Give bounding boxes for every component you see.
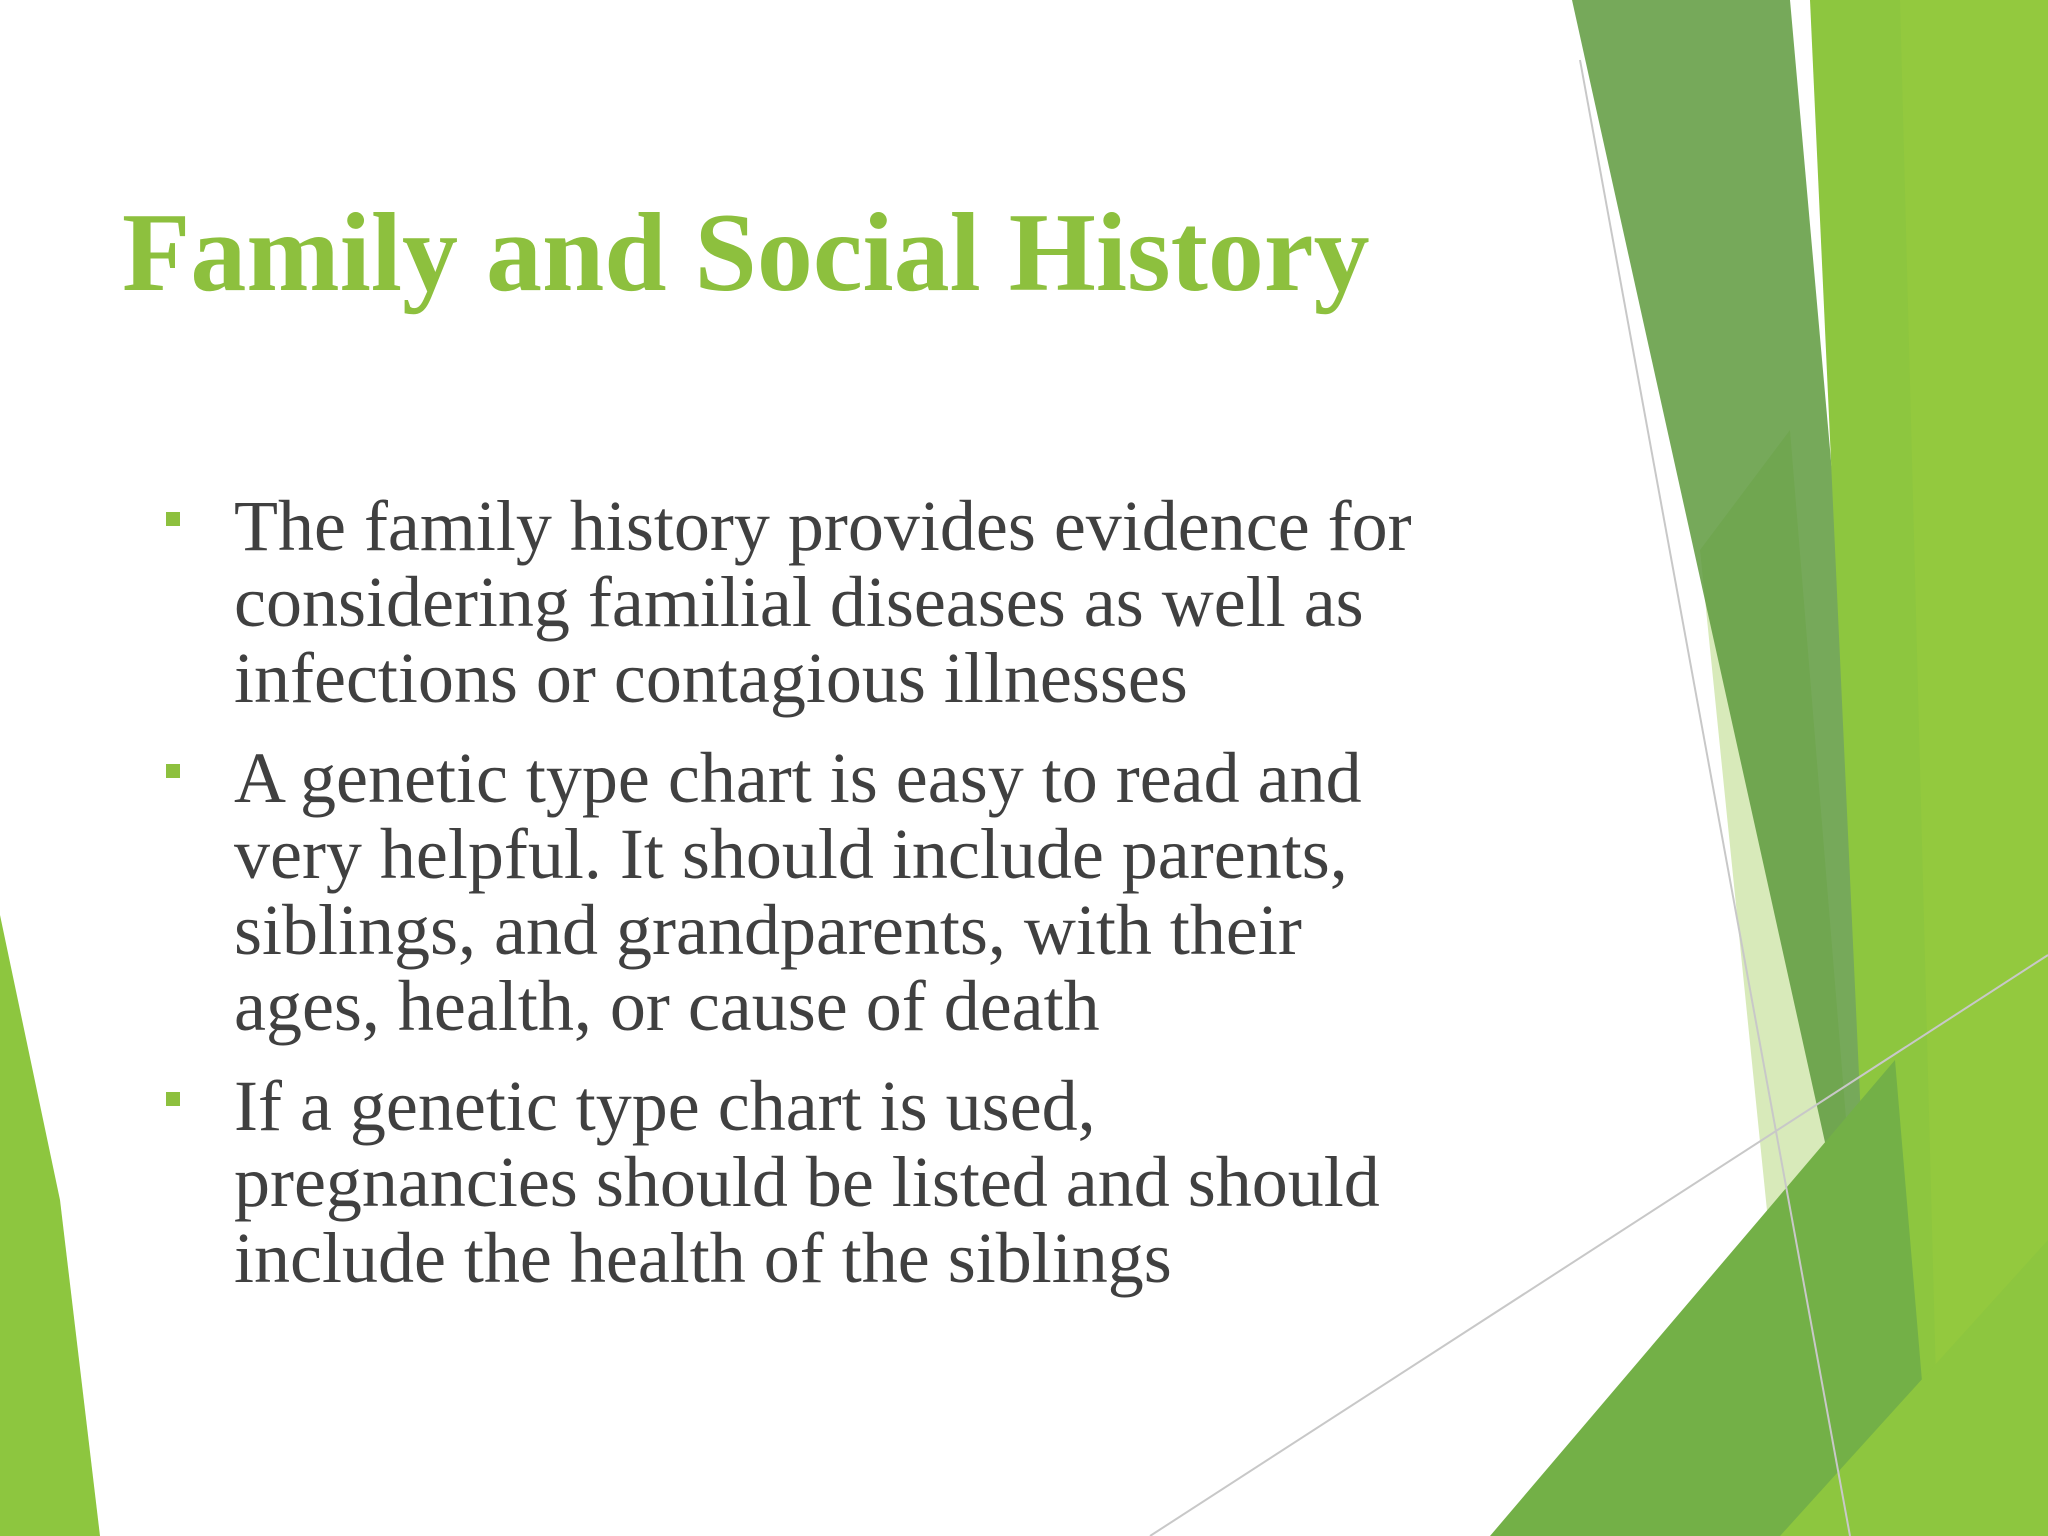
bullet-text-line: A genetic type chart is easy to read and: [234, 738, 1362, 818]
square-bullet-icon: [166, 512, 180, 526]
bullet-text-line: pregnancies should be listed and should: [234, 1142, 1380, 1222]
bullet-text-line: infections or contagious illnesses: [234, 638, 1188, 718]
slide-title: Family and Social History: [122, 191, 1370, 315]
bullet-text-line: The family history provides evidence for: [234, 486, 1412, 566]
bullet-item: [158, 488, 1578, 716]
bullet-text-line: very helpful. It should include parents,: [234, 814, 1348, 894]
bullet-item: [158, 740, 1578, 1044]
bullet-list: [158, 488, 1578, 1320]
square-bullet-icon: [166, 1092, 180, 1106]
bullet-text-line: If a genetic type chart is used,: [234, 1066, 1096, 1146]
bullet-text-line: siblings, and grandparents, with their: [234, 890, 1302, 970]
bullet-text-line: considering familial diseases as well as: [234, 562, 1364, 642]
decor-left-wedge: [0, 915, 100, 1536]
bullet-item: [158, 1068, 1578, 1296]
bullet-text-line: include the health of the siblings: [234, 1218, 1172, 1298]
square-bullet-icon: [166, 764, 180, 778]
bullet-text-line: ages, health, or cause of death: [234, 966, 1100, 1046]
